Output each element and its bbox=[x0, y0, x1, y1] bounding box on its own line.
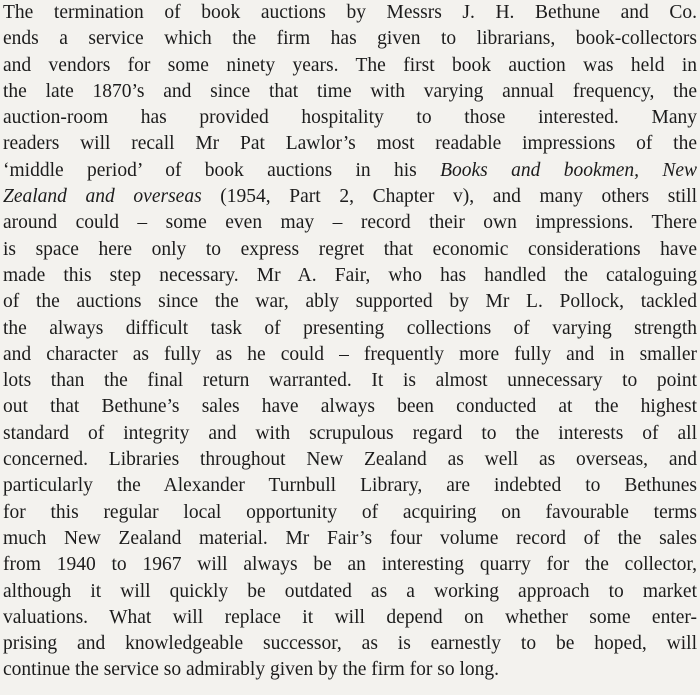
text-line: readers will recall Mr Pat Lawlor’s most readable impressions of the bbox=[3, 133, 697, 155]
text-line: although it will quickly be outdated as a working approach to market bbox=[3, 580, 697, 602]
text-line bbox=[3, 184, 697, 210]
text-line: continue the service so admirably given by the firm for so long. bbox=[3, 659, 500, 681]
text-line: the late 1870’s and since that time with varying annual frequency, the bbox=[3, 80, 697, 102]
text-segment: ‘middle period’ of book auctions in his bbox=[3, 159, 441, 181]
text-line: much New Zealand material. Mr Fair’s four volume record of the sales bbox=[3, 527, 697, 549]
text-line: the always difficult task of presenting collections of varying strength bbox=[3, 317, 697, 339]
text-line: prising and knowledgeable successor, as is earnestly to be hoped, will bbox=[3, 633, 697, 655]
text-line: particularly the Alexander Turnbull Library, are indebted to Bethunes bbox=[3, 475, 697, 497]
text-line: around could – some even may – record their own impressions. There bbox=[3, 212, 697, 234]
text-line: is space here only to express regret that economic considerations have bbox=[3, 238, 697, 260]
text-line: standard of integrity and with scrupulous regard to the interests of all bbox=[3, 422, 697, 444]
text-line: made this step necessary. Mr A. Fair, who has handled the cataloguing bbox=[3, 264, 697, 286]
text-line: of the auctions since the war, ably supported by Mr L. Pollock, tackled bbox=[3, 291, 697, 313]
text-line: concerned. Libraries throughout New Zealand as well as overseas, and bbox=[3, 449, 697, 471]
text-line: and vendors for some ninety years. The first book auction was held in bbox=[3, 54, 697, 76]
text-line: lots than the final return warranted. It is almost unnecessary to point bbox=[3, 370, 697, 392]
text-line: The termination of book auctions by Messrs J. H. Bethune and Co. bbox=[3, 2, 697, 23]
text-line: out that Bethune’s sales have always been conducted at the highest bbox=[3, 396, 697, 418]
text-line bbox=[3, 158, 697, 184]
text-line: and character as fully as he could – frequently more fully and in smaller bbox=[3, 343, 697, 365]
book-title-italic: Zealand and overseas bbox=[3, 186, 202, 208]
text-line: valuations. What will replace it will depend on whether some enter- bbox=[3, 606, 697, 628]
book-title-italic: Books and bookmen, New bbox=[440, 159, 697, 181]
text-line: ends a service which the firm has given to librarians, book-collectors bbox=[3, 28, 697, 50]
text-segment: (1954, Part 2, Chapter v), and many others still bbox=[201, 186, 697, 208]
paragraph bbox=[3, 0, 697, 684]
text-line: for this regular local opportunity of acquiring on favourable terms bbox=[3, 501, 697, 523]
text-line: auction-room has provided hospitality to those interested. Many bbox=[3, 107, 697, 129]
text-line: from 1940 to 1967 will always be an interesting quarry for the collector, bbox=[3, 554, 697, 576]
